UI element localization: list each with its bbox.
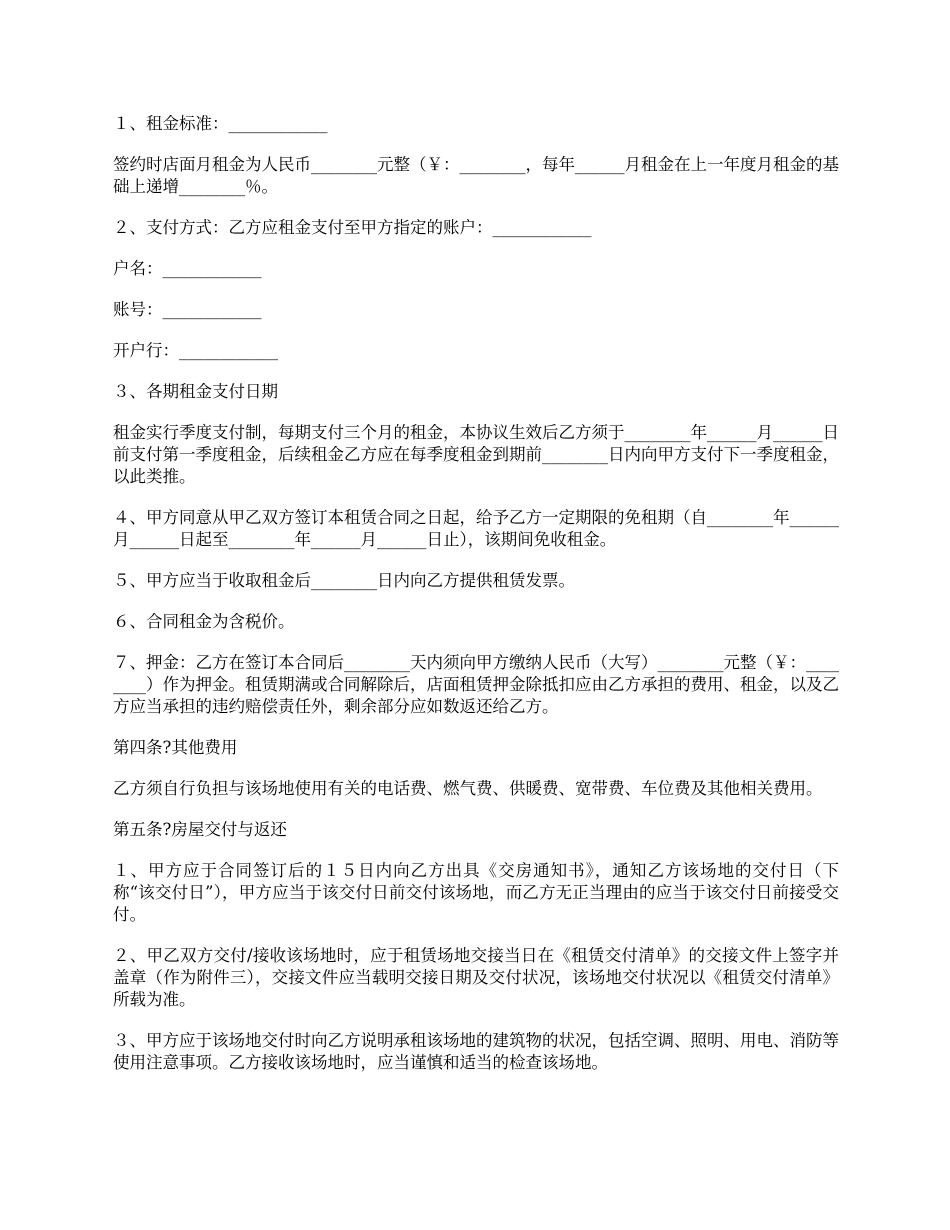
account-name-line: 户名：____________ bbox=[113, 259, 262, 278]
handover-list-clause: ２、甲乙双方交付/接收该场地时，应于租赁场地交接当日在《租赁交付清单》的交接文件上签字并盖章（作为附件三），交接文件应当载明交接日期及交付状况，该场地交付状况以《租赁交付清单》所载为准。 bbox=[113, 946, 839, 1009]
rent-free-period-clause: ４、甲方同意从甲乙双方签订本租赁合同之日起，给予乙方一定期限的免租期（自________年______月______日起至________年______月______日止），该期间免收租金。 bbox=[113, 508, 839, 549]
tax-inclusive-clause: ６、合同租金为含税价。 bbox=[113, 612, 295, 631]
bank-name-line: 开户行：____________ bbox=[113, 341, 278, 360]
payment-method-heading: ２、支付方式：乙方应租金支付至甲方指定的账户：____________ bbox=[113, 218, 592, 237]
invoice-clause: ５、甲方应当于收取租金后________日内向乙方提供租赁发票。 bbox=[113, 571, 575, 590]
payment-dates-heading: ３、各期租金支付日期 bbox=[113, 382, 278, 401]
article-four-title: 第四条?其他费用 bbox=[113, 738, 238, 757]
rent-amount-clause: 签约时店面月租金为人民币________元整（￥：________，每年______月租金在上一年度月租金的基础上递增________％。 bbox=[113, 155, 839, 196]
other-fees-clause: 乙方须自行负担与该场地使用有关的电话费、燃气费、供暖费、宽带费、车位费及其他相关费用。 bbox=[113, 779, 823, 798]
building-status-clause: ３、甲方应于该场地交付时向乙方说明承租该场地的建筑物的状况，包括空调、照明、用电、消防等使用注意事项。乙方接收该场地时，应当谨慎和适当的检查该场地。 bbox=[113, 1031, 839, 1072]
quarterly-payment-clause: 租金实行季度支付制，每期支付三个月的租金，本协议生效后乙方须于________年______月______日前支付第一季度租金，后续租金乙方应在每季度租金到期前________日内向甲方支付下一季度租金，以此类推。 bbox=[113, 423, 839, 486]
deposit-clause: ７、押金：乙方在签订本合同后________天内须向甲方缴纳人民币（大写）________元整（￥：________）作为押金。租赁期满或合同解除后，店面租赁押金除抵扣应由乙方承担的费用、租金，以及乙方应当承担的违约赔偿责任外，剩余部分应如数返还给乙方。 bbox=[113, 653, 839, 716]
article-five-title: 第五条?房屋交付与返还 bbox=[113, 820, 287, 839]
document-page bbox=[113, 113, 839, 1093]
rent-standard-heading: １、租金标准：____________ bbox=[113, 114, 328, 133]
account-number-line: 账号：____________ bbox=[113, 300, 262, 319]
handover-notice-clause: １、甲方应于合同签订后的１５日内向乙方出具《交房通知书》，通知乙方该场地的交付日（下称“该交付日”），甲方应当于该交付日前交付该场地，而乙方无正当理由的应当于该交付日前接受交付。 bbox=[113, 861, 839, 924]
